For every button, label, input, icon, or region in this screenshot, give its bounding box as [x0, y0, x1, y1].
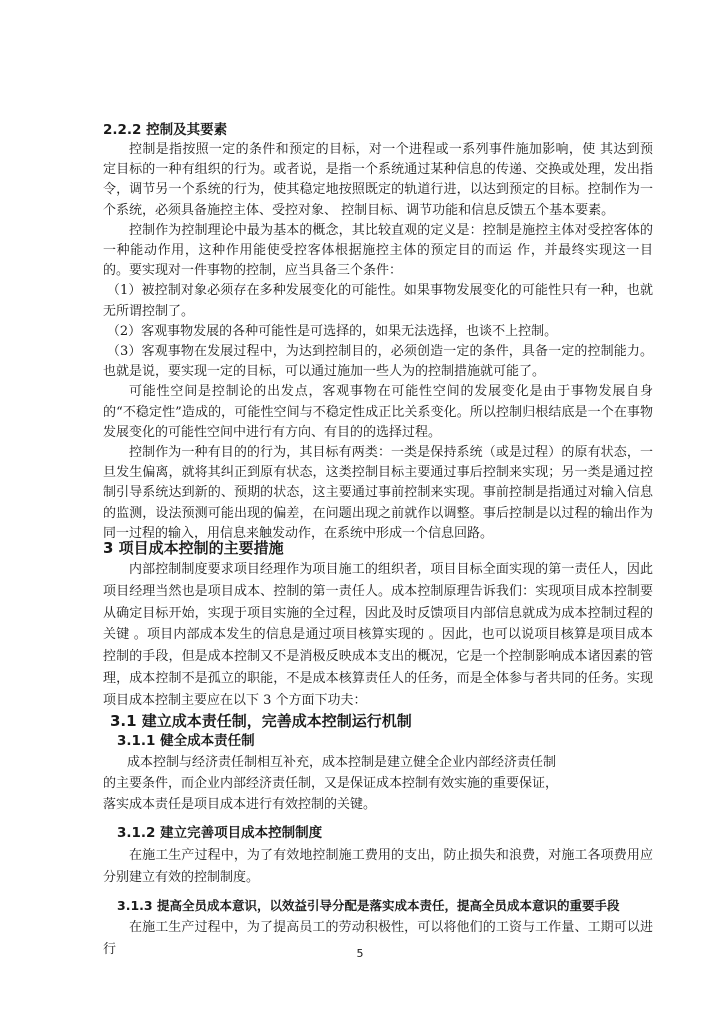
list-item: （3）客观事物在发展过程中，为达到控制目的，必须创造一定的条件，具备一定的控制能力。也就是说，要实现一定的目标，可以通过施加一些人为的控制措施就可能了。 [103, 344, 653, 380]
page-number: 5 [356, 947, 364, 960]
paragraph: 控制是指按照一定的条件和预定的目标，对一个进程或一系列事件施加影响，使 其达到预定目标的一种有组织的行为。或者说，是指一个系统通过某种信息的传递、交换或处理，发出指令，调节另一个系统的行为，使其稳定地按照既定的轨道行进，以达到预定的目标。控制作为一个系统，必须具备施控主体、受控对象、 控制目标、调节功能和信息反馈五个基本要素。 [103, 142, 653, 218]
section-3-1-2-body [103, 845, 653, 889]
section-heading: 3 项目成本控制的主要措施 [103, 539, 284, 557]
section-2-2-2 [103, 120, 653, 544]
text-line: 落实成本责任是项目成本进行有效控制的关键。 [103, 797, 377, 812]
paragraph: 在施工生产过程中，为了有效地控制施工费用的支出，防止损失和浪费，对施工各项费用应分别建立有效的控制制度。 [103, 848, 653, 885]
list-item: （1）被控制对象必须存在多种发展变化的可能性。如果事物发展变化的可能性只有一种，也就无所谓控制了。 [103, 283, 653, 319]
text-line: 成本控制与经济责任制相互补充，成本控制是建立健全企业内部经济责任制 [127, 755, 557, 770]
section-heading: 3.1 建立成本责任制，完善成本控制运行机制 [110, 712, 412, 730]
section-3 [103, 537, 653, 712]
section-3-1 [110, 710, 660, 732]
section-heading: 3.1.2 建立完善项目成本控制制度 [117, 825, 323, 841]
paragraph: 在施工生产过程中，为了提高员工的劳动积极性，可以将他们的工资与工作量、工期可以进行 [103, 920, 653, 957]
section-3-1-3-heading-wrap [117, 896, 657, 916]
section-heading: 3.1.1 健全成本责任制 [117, 733, 255, 749]
paragraph: 内部控制制度要求项目经理作为项目施工的组织者，项目目标全面实现的第一责任人，因此项目经理当然也是项目成本、控制的第一责任人。成本控制原理告诉我们：实现项目成本控制要从确定目标开始，实现于项目实施的全过程，因此及时反馈项目内部信息就成为成本控制过程的关键 。项目内部成本发生的信息是通过项目核算实现的 。因此，也可以说项目核算是项目成本控制的手段，但是成本控制又不是消极反映成本支出的概况，它是一个控制影响成本诸因素的管理，成本控制不是孤立的职能，不是成本核算责任人的任务，而是全体参与者共同的任务。实现项目成本控制主要应在以下 3 个方面下功夫： [103, 562, 653, 708]
list-item: （2）客观事物发展的各种可能性是可选择的，如果无法选择，也谈不上控制。 [106, 323, 558, 339]
text-line: 的主要条件，而企业内部经济责任制，又是保证成本控制有效实施的重要保证， [103, 776, 559, 791]
section-3-1-2-heading-wrap [117, 823, 667, 843]
section-heading: 3.1.3 提高全员成本意识，以效益引导分配是落实成本责任，提高全员成本意识的重要手段 [117, 898, 620, 913]
paragraph: 控制作为一种有目的的行为，其目标有两类：一类是保持系统（或是过程）的原有状态，一旦发生偏离，就将其纠正到原有状态，这类控制目标主要通过事后控制来实现；另一类是通过控制引导系统达到新的、预期的状态，这主要通过事前控制来实现。事前控制是指通过对输入信息的监测，设法预测可能出现的偏差，在问题出现之前就作以调整。事后控制是以过程的输出作为同一过程的输入，用信息来触发动作，在系统中形成一个信息回路。 [103, 445, 653, 541]
section-heading: 2.2.2 控制及其要素 [103, 122, 228, 138]
paragraph: 控制作为控制理论中最为基本的概念，其比较直观的定义是：控制是施控主体对受控客体的一种能动作用，这种作用能使受控客体根据施控主体的预定目的而运 作，并最终实现这一目的。要实现对一件事物的控制，应当具备三个条件： [103, 222, 653, 279]
paragraph: 可能性空间是控制论的出发点，客观事物在可能性空间的发展变化是由于事物发展自身的“不稳定性”造成的，可能性空间与不稳定性成正比关系变化。所以控制归根结底是一个在事物发展变化的可能性空间中进行有方向、有目的的选择过程。 [103, 384, 653, 440]
section-3-1-1-heading-wrap [117, 731, 667, 751]
section-3-1-1-body [103, 752, 653, 815]
